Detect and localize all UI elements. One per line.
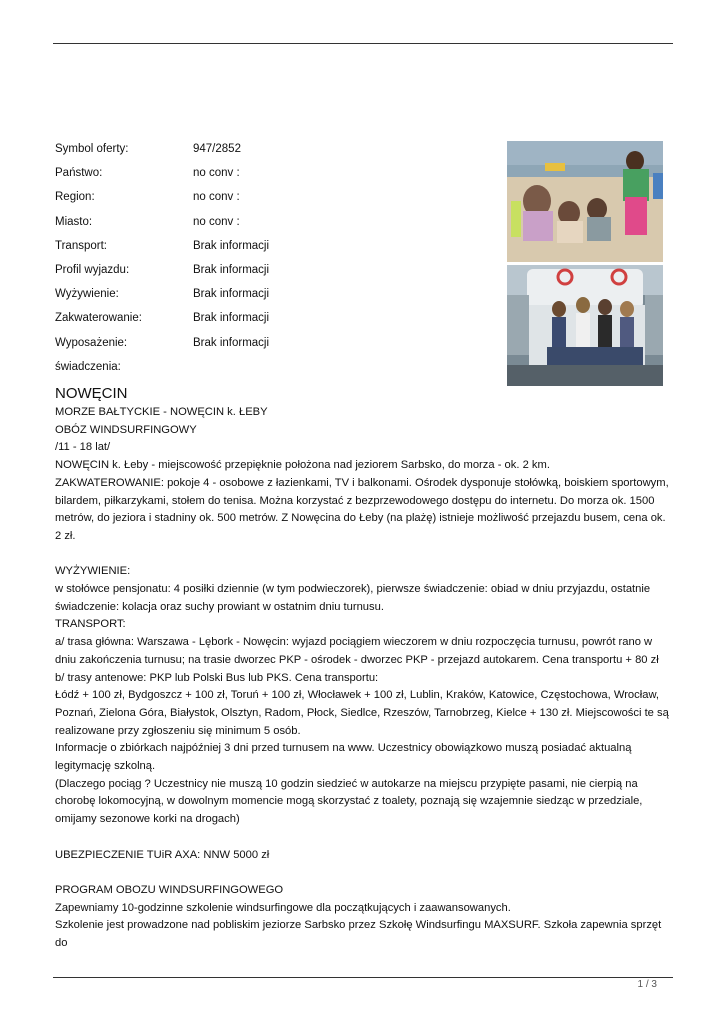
- info-row-equipment: [55, 334, 495, 358]
- paragraph: (Dlaczego pociąg ? Uczestnicy nie muszą 10 godzin siedzieć w autokarze na miejscu przypięte pasami, nie cierpią na chorobę lokomocyjną, w dowolnym momencie mogą skorzystać z toalety, poznają się wzajemnie siedząc w przedziale, omijamy sezonowe korki na drogach): [55, 777, 643, 826]
- paragraph: w stołówce pensjonatu: 4 posiłki dziennie (w tym podwieczorek), pierwsze świadczenie: obiad w dniu przyjazdu, ostatnie świadczenie: kolacja oraz suchy prowiant w ostatnim dniu turnusu.: [55, 583, 651, 613]
- paragraph: PROGRAM OBOZU WINDSURFINGOWEGO: [55, 883, 284, 896]
- info-value: Brak informacji: [193, 239, 270, 252]
- beach-photo: [507, 141, 663, 262]
- info-row-transport: [55, 237, 495, 261]
- paragraph: /11 - 18 lat/: [55, 441, 111, 454]
- page-title: NOWĘCIN: [55, 385, 128, 402]
- info-value: Brak informacji: [193, 336, 270, 349]
- info-label: świadczenia:: [55, 360, 121, 373]
- info-value: Brak informacji: [193, 263, 270, 276]
- info-label: Region:: [55, 191, 95, 204]
- blank-line: [55, 546, 670, 564]
- paragraph: Zapewniamy 10-godzinne szkolenie windsurfingowe dla początkujących i zaawansowanych.: [55, 901, 511, 914]
- paragraph: MORZE BAŁTYCKIE - NOWĘCIN k. ŁEBY: [55, 406, 268, 418]
- paragraph: a/ trasa główna: Warszawa - Lębork - Nowęcin: wyjazd pociągiem wieczorem w dniu rozpoczęcia turnusu, powrót rano w dniu zakończenia turnusu; na trasie dworzec PKP - ośrodek - dworzec PKP - przejazd autokarem. Cena transportu + 80 zł: [55, 636, 659, 666]
- paragraph: TRANSPORT:: [55, 618, 126, 631]
- info-row-symbol: [55, 140, 495, 164]
- paragraph: WYŻYWIENIE:: [55, 565, 131, 578]
- info-value: 947/2852: [193, 143, 241, 155]
- footer-rule: [53, 977, 673, 978]
- paragraph: Informacje o zbiórkach najpóźniej 3 dni przed turnusem na www. Uczestnicy obowiązkowo muszą posiadać aktualną legitymację szkolną.: [55, 742, 632, 773]
- paragraph: Szkolenie jest prowadzone nad pobliskim jeziorze Sarbsko przez Szkołę Windsurfingu MAXSURF. Szkoła zapewnia sprzęt do: [55, 919, 662, 950]
- offer-info-table: [55, 140, 495, 382]
- info-row-accommodation: [55, 309, 495, 333]
- description-body: [55, 404, 670, 953]
- info-row-region: [55, 188, 495, 212]
- paragraph: ZAKWATEROWANIE: pokoje 4 - osobowe z łazienkami, TV i balkonami. Ośrodek dysponuje stołówką, boiskiem sportowym, bilardem, piłkarzykami, stołem do tenisa. Można korzystać z bezprzewodowego dostępu do internetu. Do morza ok. 1500 metrów, do jeziora i stadniny ok. 500 metrów. Z Nowęcina do Łeby (na plażę) istnieje możliwość przejazdu busem, cena ok. 2 zł.: [55, 476, 669, 542]
- info-label: Miasto:: [55, 215, 93, 228]
- paragraph: Łódź + 100 zł, Bydgoszcz + 100 zł, Toruń + 100 zł, Włocławek + 100 zł, Lublin, Kraków, Katowice, Częstochowa, Wrocław, Poznań, Zielona Góra, Białystok, Olsztyn, Radom, Płock, Siedlce, Rzeszów, Tarnobrzeg, Kielce + 130 zł. Miejscowości te są realizowane przy zgłoszeniu się minimum 5 osób.: [55, 689, 669, 737]
- info-label: Transport:: [55, 239, 107, 252]
- info-value: no conv :: [193, 215, 240, 228]
- info-label: Wyżywienie:: [55, 288, 119, 301]
- paragraph: UBEZPIECZENIE TUiR AXA: NNW 5000 zł: [55, 848, 270, 861]
- boat-photo: [507, 265, 663, 386]
- info-row-meals: [55, 285, 495, 309]
- blank-line: [55, 864, 670, 882]
- info-row-city: [55, 213, 495, 237]
- info-value: no conv :: [193, 167, 240, 180]
- paragraph: OBÓZ WINDSURFINGOWY: [55, 423, 197, 436]
- info-label: Wyposażenie:: [55, 336, 128, 349]
- info-label: Symbol oferty:: [55, 143, 129, 155]
- page-number: 1 / 3: [637, 979, 657, 990]
- paragraph: NOWĘCIN k. Łeby - miejscowość przepięknie położona nad jeziorem Sarbsko, do morza - ok. 2 km.: [55, 459, 550, 472]
- paragraph: b/ trasy antenowe: PKP lub Polski Bus lub PKS. Cena transportu:: [55, 671, 379, 684]
- info-label: Państwo:: [55, 167, 103, 180]
- info-value: no conv :: [193, 191, 240, 204]
- info-value: Brak informacji: [193, 312, 270, 325]
- info-value: Brak informacji: [193, 288, 270, 301]
- info-row-profile: [55, 261, 495, 285]
- info-row-services: [55, 358, 495, 382]
- info-label: Profil wyjazdu:: [55, 263, 130, 276]
- info-label: Zakwaterowanie:: [55, 312, 142, 325]
- blank-line: [55, 829, 670, 847]
- info-row-country: [55, 164, 495, 188]
- header-rule: [53, 43, 673, 44]
